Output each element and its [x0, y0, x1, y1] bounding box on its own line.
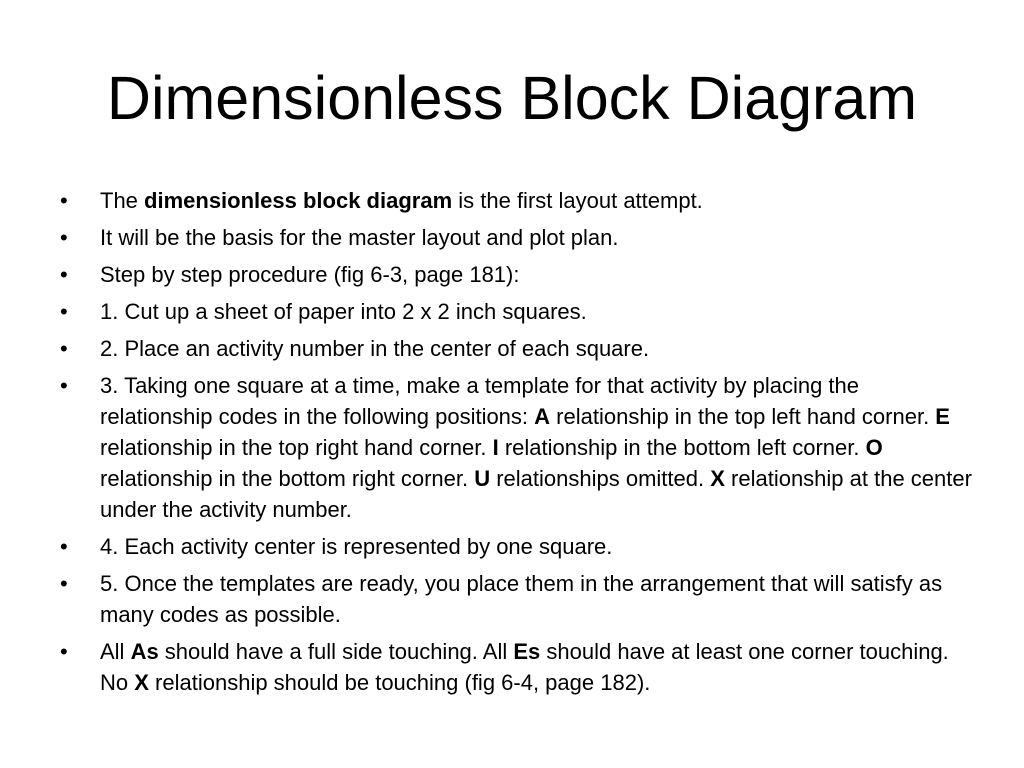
bullet-text	[100, 262, 519, 287]
text-segment: relationship at the center under the activity number.	[100, 466, 972, 522]
bullet-marker: •	[60, 373, 68, 398]
text-segment: relationship should be touching (fig 6-4, page 182).	[148, 670, 651, 695]
bullet-item	[56, 370, 976, 525]
text-segment: relationships omitted.	[490, 466, 711, 491]
bullet-text	[100, 373, 972, 522]
text-segment: It will be the basis for the master layout and plot plan.	[100, 225, 619, 250]
bullet-item	[56, 259, 976, 290]
text-segment: Step by step procedure (fig 6-3, page 181):	[100, 262, 520, 287]
bullet-text	[100, 336, 649, 361]
text-segment: relationship in the top left hand corner.	[550, 404, 936, 429]
text-segment: All	[100, 639, 131, 664]
text-segment: is the first layout attempt.	[452, 188, 703, 213]
bullet-text	[100, 534, 612, 559]
text-segment: relationship in the top right hand corner.	[100, 435, 493, 460]
bold-text: Es	[513, 639, 541, 664]
text-segment: 2. Place an activity number in the center of each square.	[100, 336, 650, 361]
bold-text: X	[710, 466, 725, 491]
bold-text: U	[474, 466, 491, 491]
text-segment: should have at least one corner touching. No	[100, 639, 949, 695]
bullet-item	[56, 568, 976, 630]
bullet-marker: •	[60, 262, 68, 287]
bullet-marker: •	[60, 188, 68, 213]
bullet-marker: •	[60, 534, 68, 559]
bullet-list	[56, 185, 976, 704]
bullet-marker: •	[60, 336, 68, 361]
bullet-item	[56, 222, 976, 253]
bullet-item	[56, 531, 976, 562]
bullet-marker: •	[60, 225, 68, 250]
text-segment: relationship in the bottom left corner.	[498, 435, 866, 460]
bullet-text	[100, 639, 949, 695]
text-segment: The	[100, 188, 145, 213]
text-segment: should have a full side touching. All	[158, 639, 514, 664]
bold-text: O	[865, 435, 883, 460]
bullet-marker: •	[60, 639, 68, 664]
bullet-text	[100, 571, 942, 627]
bullet-item	[56, 185, 976, 216]
bullet-text	[100, 225, 619, 250]
bullet-item	[56, 333, 976, 364]
bullet-text	[100, 188, 703, 213]
bold-text: dimensionless block diagram	[144, 188, 453, 213]
text-segment: relationship in the bottom right corner.	[100, 466, 475, 491]
bullet-item	[56, 636, 976, 698]
text-segment: 1. Cut up a sheet of paper into 2 x 2 inch squares.	[100, 299, 587, 324]
text-segment: 3. Taking one square at a time, make a template for that activity by placing the relationship codes in the following positions:	[100, 373, 860, 429]
bullet-marker: •	[60, 299, 68, 324]
bullet-item	[56, 296, 976, 327]
bold-text: I	[492, 435, 499, 460]
bullet-marker: •	[60, 571, 68, 596]
bullet-text	[100, 299, 587, 324]
bold-text: A	[534, 404, 551, 429]
text-segment: 4. Each activity center is represented by one square.	[100, 534, 613, 559]
bold-text: X	[134, 670, 149, 695]
slide-title: Dimensionless Block Diagram	[106, 64, 918, 132]
bold-text: E	[935, 404, 950, 429]
bold-text: As	[130, 639, 159, 664]
text-segment: 5. Once the templates are ready, you place them in the arrangement that will satisfy as many codes as possible.	[100, 571, 943, 627]
